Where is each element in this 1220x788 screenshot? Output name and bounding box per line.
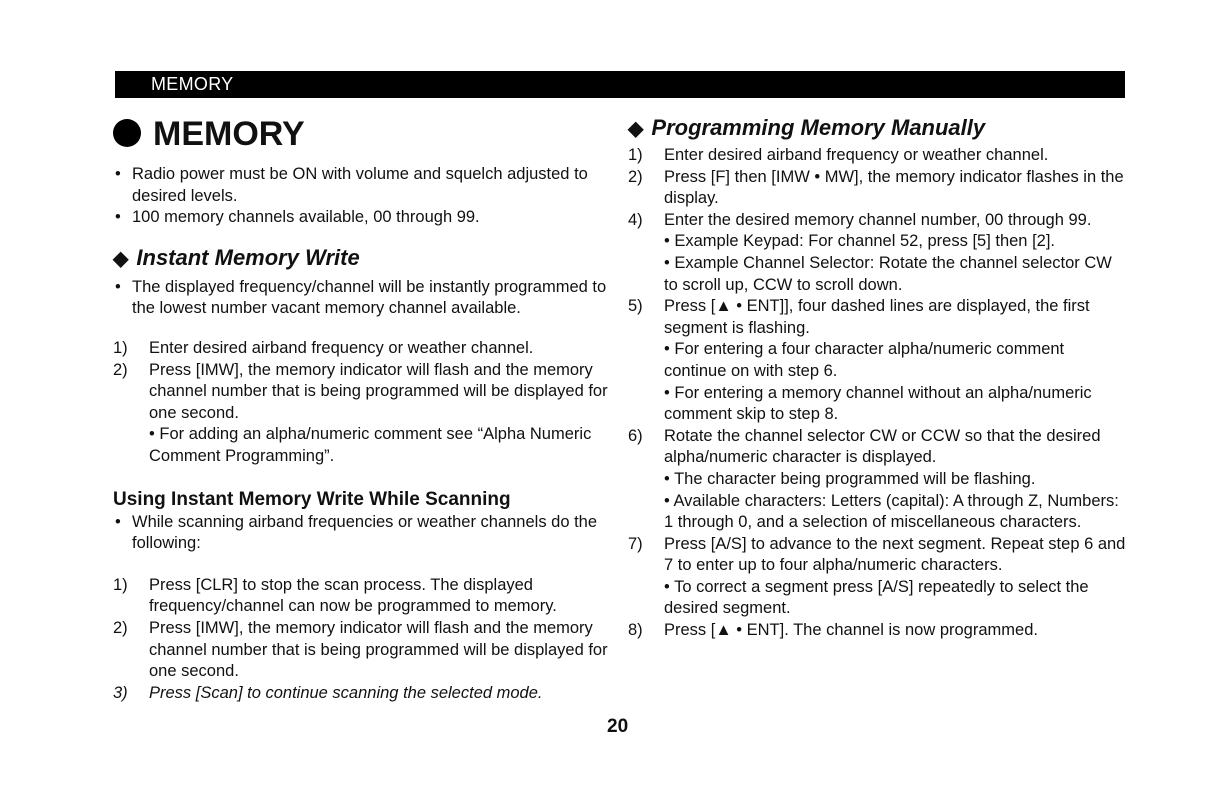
programming-step-note bbox=[628, 231, 1128, 253]
instant-memory-heading bbox=[113, 244, 613, 273]
scanning-bullet-text: While scanning airband frequencies or weather channels do the following: bbox=[132, 512, 598, 553]
instant-step bbox=[113, 338, 613, 360]
section-header-bar bbox=[115, 71, 1125, 98]
step-text: • Available characters: Letters (capital): A through Z, Numbers: 1 through 0, and a selection of miscellaneous characters. bbox=[664, 491, 1119, 532]
programming-step-note bbox=[628, 491, 1128, 534]
page-title-text: MEMORY bbox=[153, 115, 305, 153]
step-number: 2) bbox=[113, 360, 128, 379]
step-text: • The character being programmed will be flashing. bbox=[664, 469, 1036, 488]
section-header-label: MEMORY bbox=[151, 74, 234, 94]
step-number: 1) bbox=[113, 575, 128, 594]
step-number: 8) bbox=[628, 621, 643, 640]
step-number: 2) bbox=[628, 167, 643, 186]
programming-step bbox=[628, 296, 1128, 339]
step-text: • Example Keypad: For channel 52, press [5] then [2]. bbox=[664, 232, 1055, 251]
step-text: Enter the desired memory channel number, 00 through 99. bbox=[664, 210, 1092, 229]
page-title bbox=[113, 114, 613, 154]
programming-step bbox=[628, 620, 1128, 642]
programming-step bbox=[628, 167, 1128, 210]
step-text: Rotate the channel selector CW or CCW so that the desired alpha/numeric character is displayed. bbox=[664, 426, 1101, 467]
programming-step-note bbox=[628, 253, 1128, 296]
scanning-step bbox=[113, 683, 613, 705]
step-text: Press [F] then [IMW • MW], the memory indicator flashes in the display. bbox=[664, 167, 1124, 208]
instant-memory-heading-text: Instant Memory Write bbox=[136, 244, 360, 270]
programming-heading bbox=[628, 114, 1128, 143]
intro-bullet: • Radio power must be ON with volume and squelch adjusted to desired levels. bbox=[115, 165, 588, 205]
programming-step-note bbox=[628, 383, 1128, 426]
intro-bullet: • 100 memory channels available, 00 through 99. bbox=[115, 208, 480, 227]
step-text: Press [CLR] to stop the scan process. The displayed frequency/channel can now be programmed to memory. bbox=[149, 575, 557, 616]
step-text: • For entering a four character alpha/numeric comment continue on with step 6. bbox=[664, 340, 1065, 380]
programming-steps bbox=[628, 145, 1128, 642]
programming-step bbox=[628, 145, 1128, 167]
programming-step bbox=[628, 426, 1128, 469]
instant-note: • For adding an alpha/numeric comment see “Alpha Numeric Comment Programming”. bbox=[149, 425, 592, 465]
programming-step bbox=[628, 534, 1128, 577]
programming-step-note bbox=[628, 577, 1128, 620]
programming-heading-text: Programming Memory Manually bbox=[651, 115, 986, 140]
programming-step-note bbox=[628, 339, 1128, 382]
scanning-heading: Using Instant Memory Write While Scanning bbox=[113, 488, 511, 510]
intro-bullet-text: Radio power must be ON with volume and squelch adjusted to desired levels. bbox=[132, 165, 588, 205]
step-number: 3) bbox=[113, 683, 128, 702]
instant-bullet: • The displayed frequency/channel will be instantly programmed to the lowest number vacant memory channel available. bbox=[115, 277, 607, 318]
step-text: Enter desired airband frequency or weather channel. bbox=[664, 146, 1049, 164]
page-number: 20 bbox=[607, 716, 629, 737]
diamond-icon: ◆ bbox=[113, 247, 129, 270]
step-text: Press [A/S] to advance to the next segment. Repeat step 6 and 7 to enter up to four alpha/numeric characters. bbox=[664, 534, 1126, 575]
step-text: Press [Scan] to continue scanning the selected mode. bbox=[149, 683, 543, 702]
step-number: 1) bbox=[113, 338, 128, 357]
step-number: 4) bbox=[628, 210, 643, 229]
right-column bbox=[628, 108, 1128, 642]
scanning-step bbox=[113, 618, 613, 683]
scanning-bullet: • While scanning airband frequencies or weather channels do the following: bbox=[115, 512, 598, 553]
step-text: Press [IMW], the memory indicator will flash and the memory channel number that is being programmed will be displayed for one second. bbox=[149, 618, 608, 681]
step-text: • Example Channel Selector: Rotate the channel selector CW to scroll up, CCW to scroll down. bbox=[664, 253, 1112, 294]
programming-step bbox=[628, 210, 1128, 232]
step-number: 1) bbox=[628, 146, 643, 164]
scanning-step bbox=[113, 575, 613, 618]
step-number: 6) bbox=[628, 426, 643, 445]
programming-step-note bbox=[628, 469, 1128, 491]
step-text: Press [▲ • ENT]. The channel is now programmed. bbox=[664, 621, 1038, 640]
step-number: 5) bbox=[628, 297, 643, 316]
bullet-dot-icon bbox=[113, 119, 141, 147]
instant-step bbox=[113, 360, 613, 425]
instant-bullet-text: The displayed frequency/channel will be instantly programmed to the lowest number vacant memory channel available. bbox=[132, 277, 607, 318]
step-text: Press [IMW], the memory indicator will flash and the memory channel number that is being programmed will be displayed for one second. bbox=[149, 360, 608, 422]
step-text: Press [▲ • ENT]], four dashed lines are displayed, the first segment is flashing. bbox=[664, 297, 1090, 337]
step-number: 7) bbox=[628, 534, 643, 553]
left-column bbox=[113, 108, 613, 704]
step-text: • To correct a segment press [A/S] repeatedly to select the desired segment. bbox=[664, 577, 1089, 618]
intro-bullet-text: 100 memory channels available, 00 through 99. bbox=[132, 208, 480, 227]
step-number: 2) bbox=[113, 618, 128, 637]
step-text: Enter desired airband frequency or weather channel. bbox=[149, 338, 534, 357]
step-text: • For entering a memory channel without an alpha/numeric comment skip to step 8. bbox=[664, 383, 1092, 424]
diamond-icon: ◆ bbox=[628, 118, 644, 140]
